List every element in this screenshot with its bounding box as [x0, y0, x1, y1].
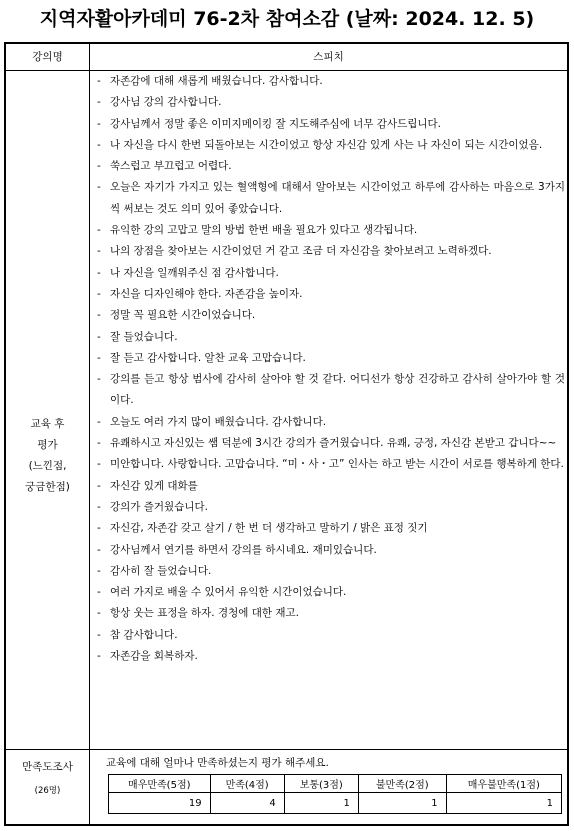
bullet-dash: - [97, 543, 101, 556]
speech-item [97, 561, 565, 582]
speech-item [97, 646, 565, 667]
bullet-dash: - [97, 607, 101, 620]
speech-text: 강사님께서 정말 좋은 이미지메이킹 잘 지도해주심에 너무 감사드립니다. [110, 117, 441, 130]
evaluation-label-line: 평가 [37, 439, 58, 451]
satisfaction-question: 교육에 대해 얼마나 만족하셨는지 평가 해주세요. [106, 757, 329, 769]
satisfaction-table [108, 774, 562, 814]
bullet-dash: - [97, 224, 101, 237]
speech-item [97, 241, 565, 262]
bullet-dash: - [97, 96, 101, 109]
bullet-dash: - [97, 138, 101, 151]
evaluation-row-label [6, 414, 89, 498]
bullet-dash: - [97, 330, 101, 343]
speech-item [97, 348, 565, 369]
bullet-dash: - [97, 75, 101, 87]
speech-item [97, 156, 565, 177]
speech-text: 쑥스럽고 부끄럽고 어렵다. [110, 160, 232, 173]
speech-text: 감사히 잘 들었습니다. [110, 564, 212, 577]
bullet-dash: - [97, 522, 101, 535]
rating-header: 보통(3점) [284, 775, 358, 793]
speech-item [97, 92, 565, 113]
speech-text: 잘 듣고 감사합니다. 알찬 교육 고맙습니다. [110, 351, 306, 364]
speech-list [97, 71, 565, 667]
rating-count: 1 [446, 793, 561, 814]
bullet-dash: - [97, 287, 101, 300]
bullet-dash: - [97, 351, 101, 364]
header-speech: 스피치 [313, 51, 344, 63]
bullet-dash: - [97, 586, 101, 599]
speech-item [97, 412, 565, 433]
speech-text: 미안합니다. 사랑합니다. 고맙습니다. “미・사・고” 인사는 하고 받는 시간이 서로를 행복하게 한다. [110, 458, 564, 471]
speech-text: 강사님 강의 감사합니다. [110, 96, 222, 109]
speech-text: 자신을 디자인해야 한다. 자존감을 높이자. [110, 287, 303, 300]
header-lecture-name: 강의명 [32, 51, 63, 63]
rating-header: 매우불만족(1점) [446, 775, 561, 793]
speech-text: 강의를 듣고 항상 범사에 감사히 살아야 할 것 같다. 어디선가 항상 건강하고 감사히 살아가야 할 것이다. [110, 373, 565, 407]
speech-item [97, 114, 565, 135]
speech-text: 자존감에 대해 새롭게 배웠습니다. 감사합니다. [110, 75, 323, 87]
speech-text: 유쾌하시고 자신있는 쌤 덕분에 3시간 강의가 즐거웠습니다. 유쾌, 긍정, 자신감 본받고 갑니다~~ [110, 437, 557, 450]
speech-text: 자신감, 자존감 갖고 살기 / 한 번 더 생각하고 말하기 / 밝은 표정 짓기 [110, 522, 428, 535]
speech-item [97, 625, 565, 646]
speech-item [97, 582, 565, 603]
bullet-dash: - [97, 500, 101, 513]
bullet-dash: - [97, 309, 101, 322]
rating-count: 1 [284, 793, 358, 814]
rating-header: 만족(4점) [210, 775, 284, 793]
rating-header: 매우만족(5점) [109, 775, 211, 793]
rating-count: 19 [109, 793, 211, 814]
page-title: 지역자활아카데미 76-2차 참여소감 (날짜: 2024. 12. 5) [39, 8, 535, 30]
bullet-dash: - [97, 181, 101, 194]
speech-text: 나의 장점을 찾아보는 시간이었던 거 같고 조금 더 자신감을 찾아보려고 노력하겠다. [110, 245, 492, 258]
speech-item [97, 327, 565, 348]
evaluation-label-line: (느낀점, [28, 460, 67, 472]
speech-item [97, 135, 565, 156]
speech-text: 정말 꼭 필요한 시간이었습니다. [110, 309, 256, 322]
evaluation-label-line: 궁금한점) [25, 481, 70, 493]
rating-header: 불만족(2점) [358, 775, 446, 793]
bullet-dash: - [97, 245, 101, 258]
speech-text: 자신감 있게 대화를 [110, 479, 198, 492]
satisfaction-row-label [6, 759, 89, 799]
speech-item [97, 518, 565, 539]
speech-item [97, 284, 565, 305]
speech-item [97, 369, 565, 412]
survey-table [4, 42, 569, 826]
speech-item [97, 433, 565, 454]
speech-text: 나 자신을 일깨워주신 점 감사합니다. [110, 266, 279, 279]
bullet-dash: - [97, 373, 101, 386]
bullet-dash: - [97, 479, 101, 492]
speech-text: 강의가 즐거웠습니다. [110, 500, 208, 513]
speech-item [97, 71, 565, 92]
rating-count: 4 [210, 793, 284, 814]
speech-text: 나 자신을 다시 한번 되돌아보는 시간이었고 항상 자신감 있게 사는 나 자신이 되는 시간이었음. [110, 138, 543, 151]
speech-text: 참 감사합니다. [110, 628, 178, 641]
speech-text: 잘 들었습니다. [110, 330, 178, 343]
bullet-dash: - [97, 160, 101, 173]
speech-item [97, 497, 565, 518]
satisfaction-header-row [109, 775, 562, 793]
bullet-dash: - [97, 117, 101, 130]
bullet-dash: - [97, 564, 101, 577]
speech-text: 여러 가지로 배울 수 있어서 유익한 시간이었습니다. [110, 586, 347, 599]
speech-item [97, 220, 565, 241]
bullet-dash: - [97, 458, 101, 471]
bullet-dash: - [97, 628, 101, 641]
speech-text: 자존감을 회복하자. [110, 650, 198, 663]
speech-item [97, 603, 565, 624]
speech-item [97, 540, 565, 561]
speech-text: 항상 웃는 표정을 하자. 경청에 대한 재고. [110, 607, 299, 620]
bullet-dash: - [97, 650, 101, 663]
bullet-dash: - [97, 437, 101, 450]
satisfaction-value-row [109, 793, 562, 814]
satisfaction-title: 만족도조사 [22, 761, 73, 773]
speech-text: 유익한 강의 고맙고 말의 방법 한번 배울 필요가 있다고 생각됩니다. [110, 224, 418, 237]
speech-text: 강사님께서 연기를 하면서 강의를 하시네요. 재미있습니다. [110, 543, 377, 556]
evaluation-label-line: 교육 후 [30, 418, 65, 430]
column-divider [89, 44, 90, 824]
rating-count: 1 [358, 793, 446, 814]
speech-item [97, 305, 565, 326]
speech-item [97, 177, 565, 220]
speech-item [97, 476, 565, 497]
bullet-dash: - [97, 415, 101, 428]
speech-text: 오늘은 자기가 가지고 있는 혈액형에 대해서 알아보는 시간이었고 하루에 감사하는 마음으로 3가지씩 써보는 것도 의미 있어 좋았습니다. [110, 181, 565, 215]
satisfaction-divider [6, 749, 567, 750]
respondent-count: (26명) [34, 786, 61, 796]
bullet-dash: - [97, 266, 101, 279]
speech-item [97, 263, 565, 284]
speech-text: 오늘도 여러 가지 많이 배웠습니다. 감사합니다. [110, 415, 327, 428]
speech-item [97, 454, 565, 475]
